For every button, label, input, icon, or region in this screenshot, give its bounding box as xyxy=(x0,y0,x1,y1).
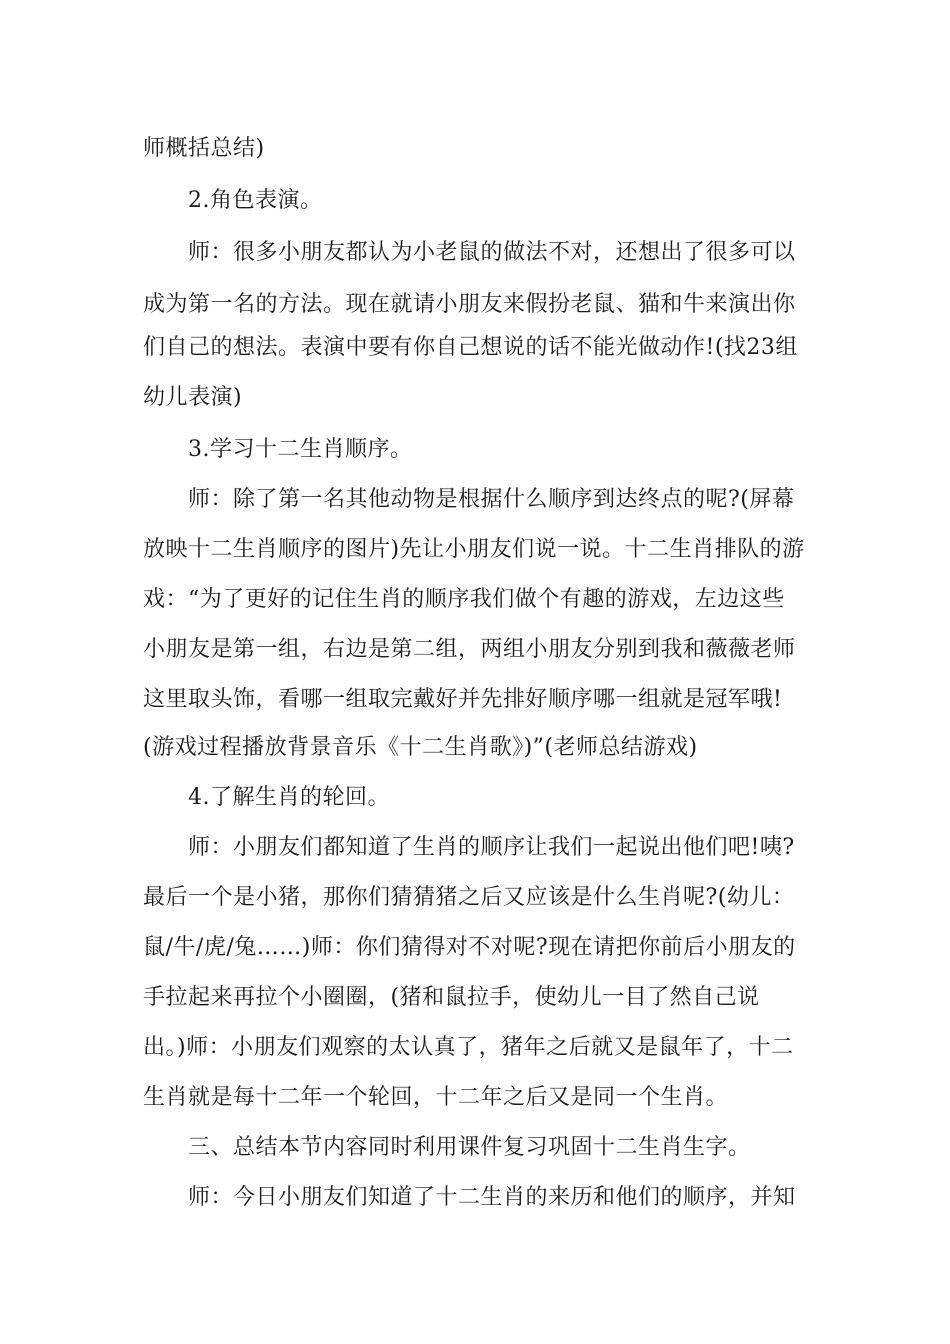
section-heading: 三、总结本节内容同时利用课件复习巩固十二生肖生字。 xyxy=(188,1135,751,1160)
text-line: (游戏过程播放背景音乐《十二生肖歌》)”(老师总结游戏) xyxy=(143,735,698,760)
section-heading: 3.学习十二生肖顺序。 xyxy=(188,437,413,462)
text-line: 出。)师：小朋友们观察的太认真了，猪年之后就又是鼠年了，十二 xyxy=(143,1035,794,1060)
text-line: 成为第一名的方法。现在就请小朋友来假扮老鼠、猫和牛来演出你 xyxy=(143,292,796,317)
text-line: 师：小朋友们都知道了生肖的顺序让我们一起说出他们吧!咦? xyxy=(188,835,795,860)
text-line: 这里取头饰，看哪一组取完戴好并先排好顺序哪一组就是冠军哦! xyxy=(143,687,783,712)
text-line: 戏：“为了更好的记住生肖的顺序我们做个有趣的游戏，左边这些 xyxy=(143,587,785,612)
section-heading: 4.了解生肖的轮回。 xyxy=(188,785,390,810)
text-line: 师：很多小朋友都认为小老鼠的做法不对，还想出了很多可以 xyxy=(188,240,796,265)
text-line: 最后一个是小猪，那你们猜猜猪之后又应该是什么生肖呢?(幼儿： xyxy=(143,885,795,910)
text-line: 师：除了第一名其他动物是根据什么顺序到达终点的呢?(屏幕 xyxy=(188,487,795,512)
text-line: 们自己的想法。表演中要有你自己想说的话不能光做动作!(找23组 xyxy=(143,335,798,360)
text-line: 放映十二生肖顺序的图片)先让小朋友们说一说。十二生肖排队的游 xyxy=(143,537,805,562)
text-line: 师：今日小朋友们知道了十二生肖的来历和他们的顺序，并知 xyxy=(188,1185,796,1210)
text-line: 师概括总结) xyxy=(143,136,265,161)
text-line: 鼠/牛/虎/兔……)师：你们猜得对不对呢?现在请把你前后小朋友的 xyxy=(143,935,796,960)
text-line: 生肖就是每十二年一个轮回，十二年之后又是同一个生肖。 xyxy=(143,1085,729,1110)
text-line: 小朋友是第一组，右边是第二组，两组小朋友分别到我和薇薇老师 xyxy=(143,637,796,662)
section-heading: 2.角色表演。 xyxy=(188,188,323,213)
text-line: 手拉起来再拉个小圈圈，(猪和鼠拉手，使幼儿一目了然自己说 xyxy=(143,985,760,1010)
text-line: 幼儿表演) xyxy=(143,385,243,410)
